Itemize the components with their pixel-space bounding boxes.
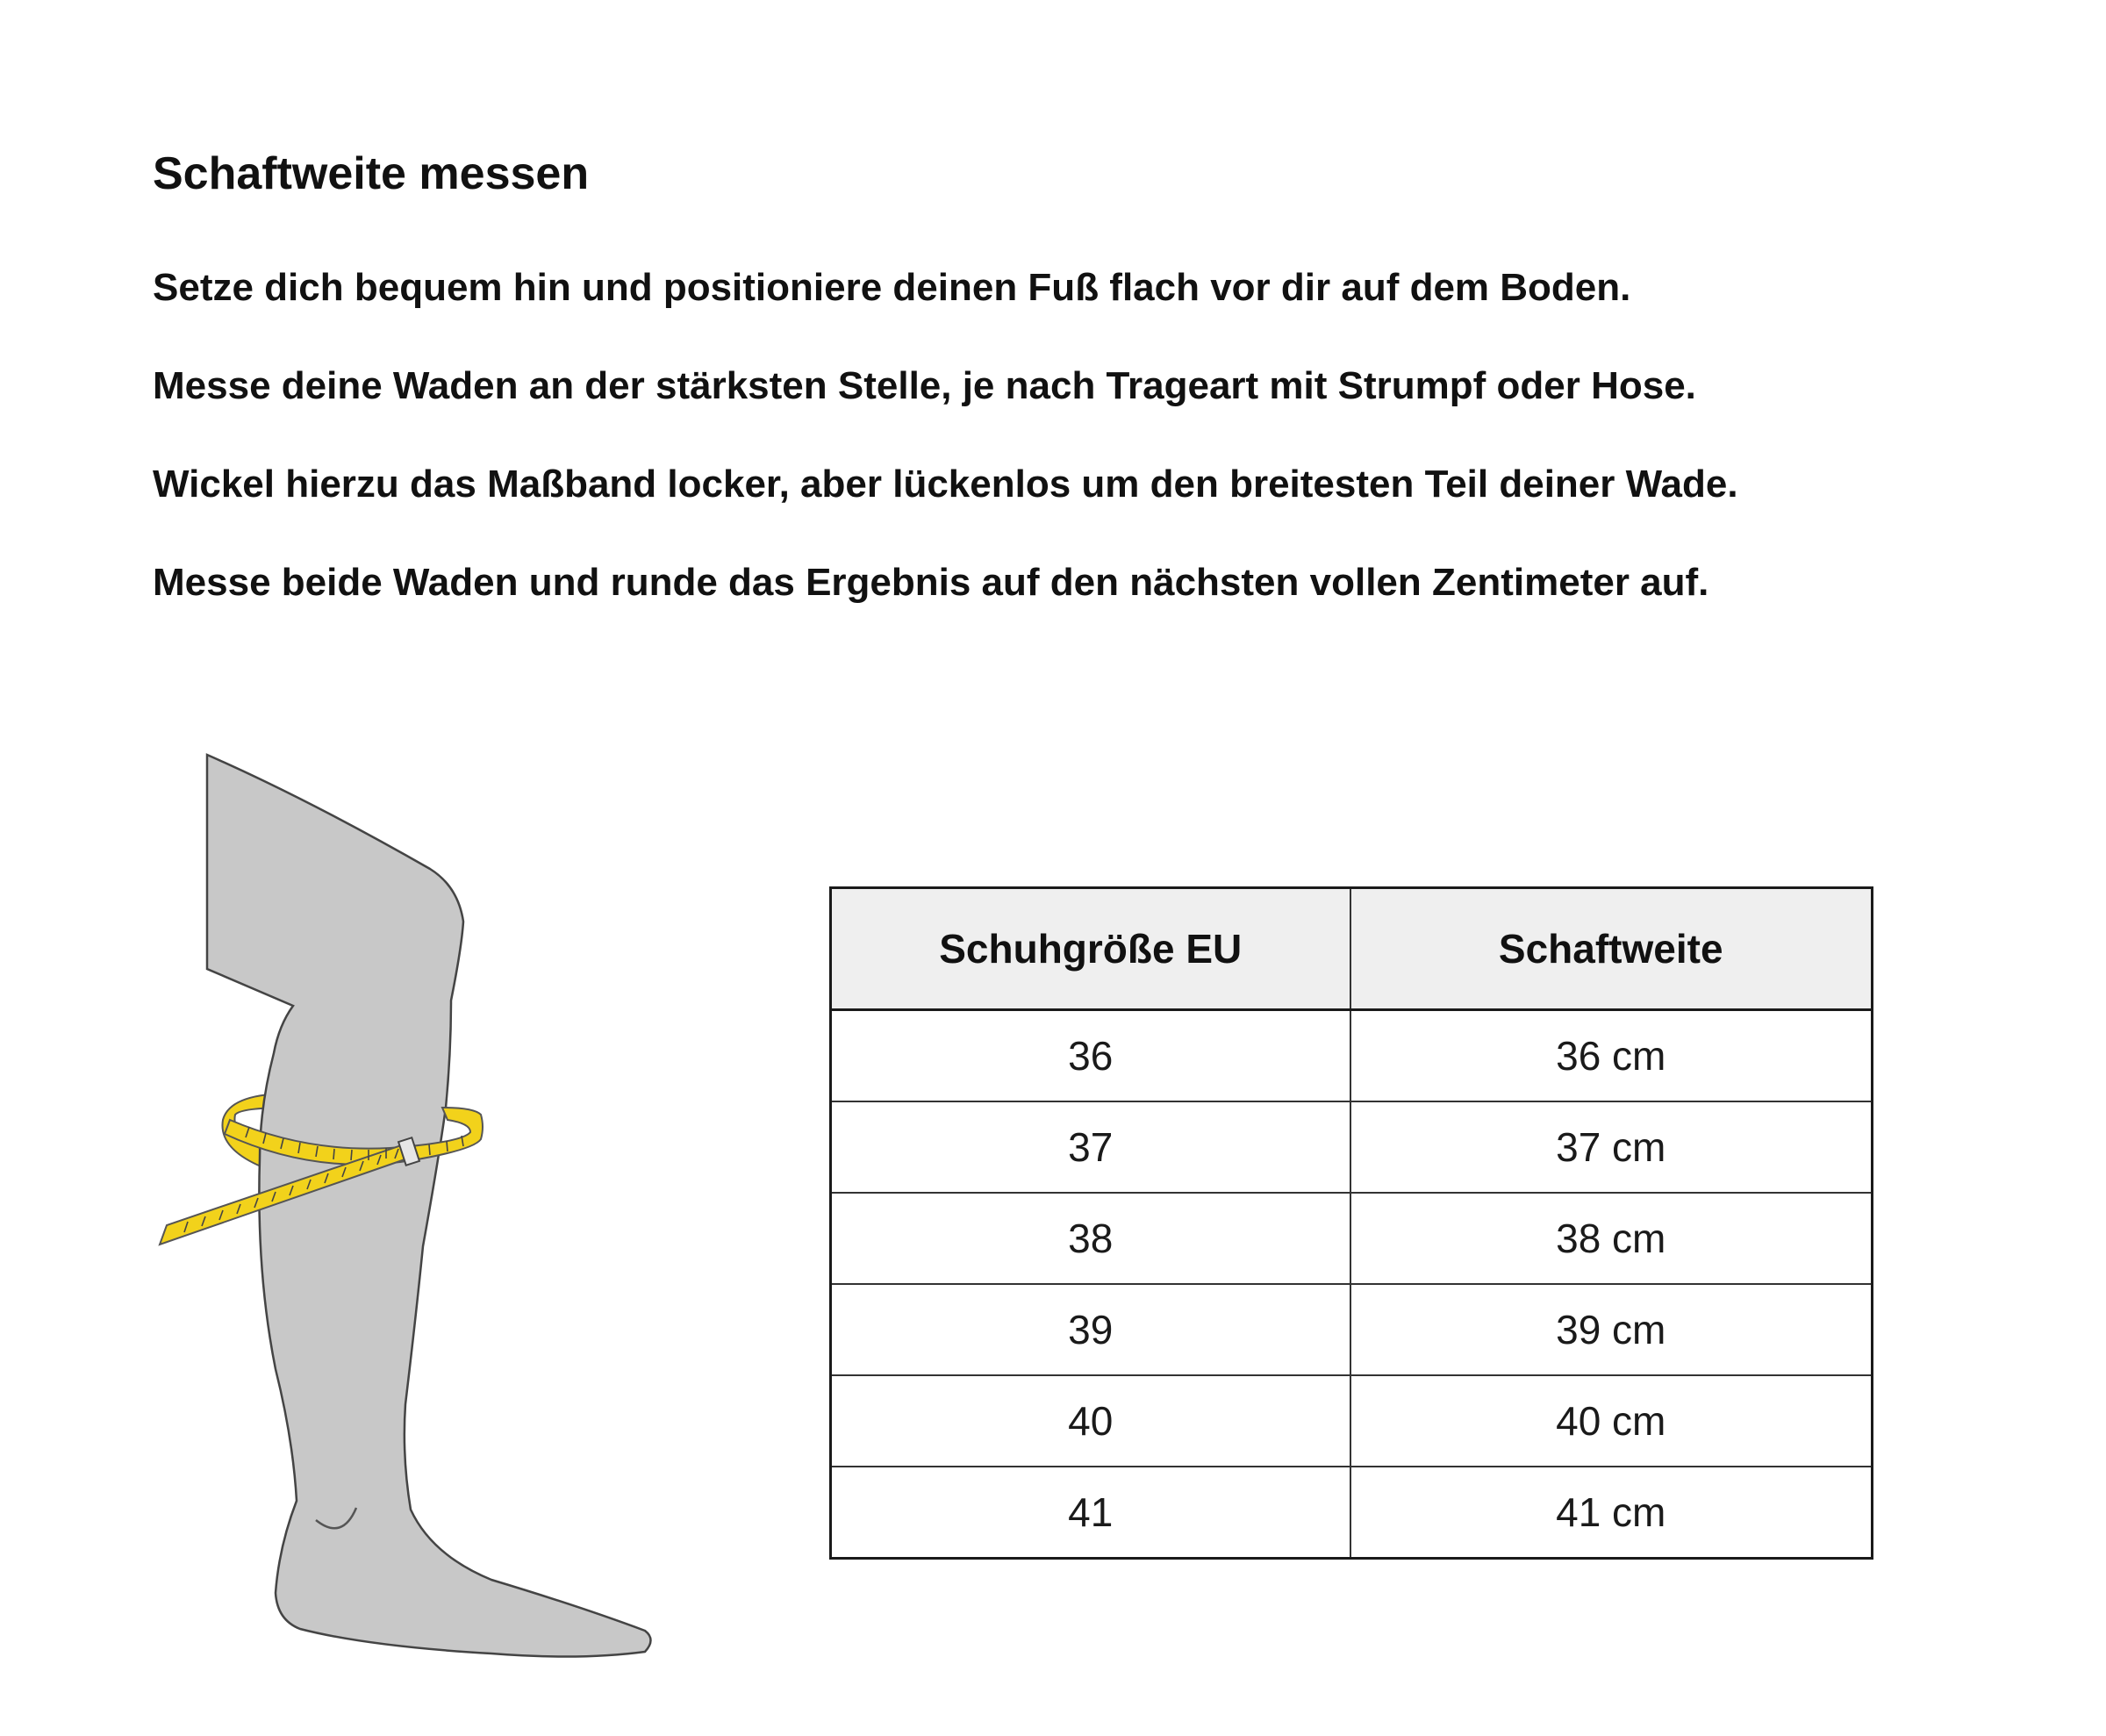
instruction-step-3: Wickel hierzu das Maßband locker, aber lückenlos um den breitesten Teil deiner Wade. — [153, 463, 1738, 506]
shaft-width-cell: 38 cm — [1350, 1193, 1873, 1284]
instruction-step-2: Messe deine Waden an der stärksten Stelle, je nach Trageart mit Strumpf oder Hose. — [153, 364, 1696, 407]
table-row — [831, 1467, 1873, 1559]
instruction-step-4: Messe beide Waden und runde das Ergebnis auf den nächsten vollen Zentimeter auf. — [153, 561, 1709, 604]
shoe-size-cell: 41 — [831, 1467, 1350, 1559]
leg-with-measuring-tape-icon — [140, 737, 667, 1668]
shoe-size-cell: 36 — [831, 1010, 1350, 1102]
shaft-width-cell: 41 cm — [1350, 1467, 1873, 1559]
table-row — [831, 1101, 1873, 1193]
shaft-width-cell: 37 cm — [1350, 1101, 1873, 1193]
table-row — [831, 1193, 1873, 1284]
size-table — [829, 886, 1873, 1560]
shoe-size-cell: 39 — [831, 1284, 1350, 1375]
shaft-width-cell: 40 cm — [1350, 1375, 1873, 1467]
shoe-size-cell: 38 — [831, 1193, 1350, 1284]
shaft-width-cell: 39 cm — [1350, 1284, 1873, 1375]
table-header-row — [831, 888, 1873, 1010]
column-header-shaft-width: Schaftweite — [1350, 888, 1873, 1010]
table-row — [831, 1375, 1873, 1467]
shaft-width-cell: 36 cm — [1350, 1010, 1873, 1102]
page-title: Schaftweite messen — [153, 148, 590, 199]
instruction-step-1: Setze dich bequem hin und positioniere deinen Fuß flach vor dir auf dem Boden. — [153, 266, 1631, 309]
shoe-size-cell: 40 — [831, 1375, 1350, 1467]
column-header-shoe-size: Schuhgröße EU — [831, 888, 1350, 1010]
table-row — [831, 1284, 1873, 1375]
shoe-size-cell: 37 — [831, 1101, 1350, 1193]
table-row — [831, 1010, 1873, 1102]
